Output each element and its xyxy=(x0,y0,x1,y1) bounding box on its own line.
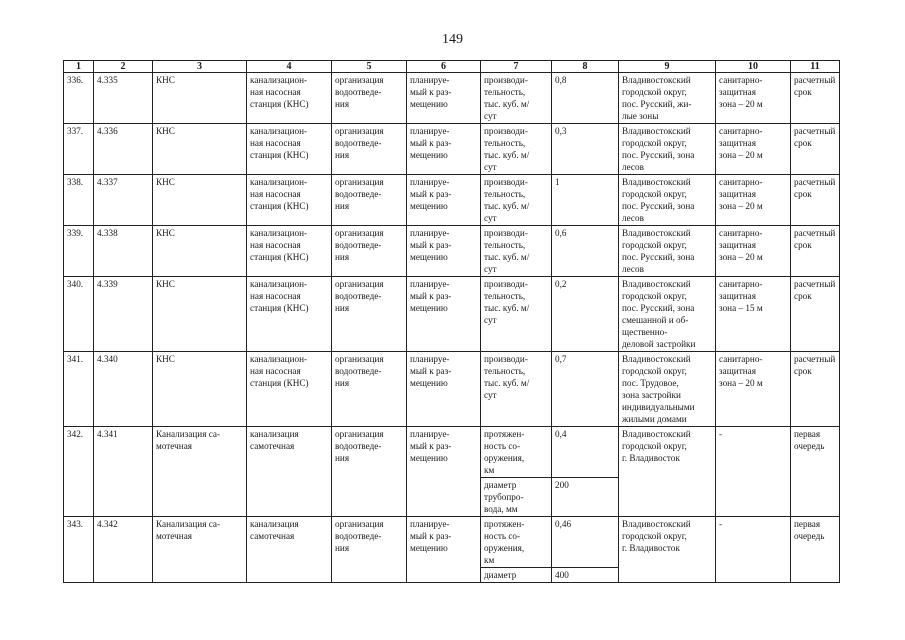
object-code: 4.340 xyxy=(94,352,153,427)
col-header: 8 xyxy=(552,61,619,73)
implementation-term: расчетный срок xyxy=(791,352,840,427)
object-parameter: производи- тельность, тыс. куб. м/ сут xyxy=(481,175,552,226)
col-header: 6 xyxy=(407,61,481,73)
object-parameter: производи- тельность, тыс. куб. м/ сут xyxy=(481,226,552,277)
table-row xyxy=(64,427,840,478)
col-header: 5 xyxy=(332,61,407,73)
object-code: 4.337 xyxy=(94,175,153,226)
object-status: планируе- мый к раз- мещению xyxy=(407,226,481,277)
object-name: Канализация са- мотечная xyxy=(153,517,247,583)
object-name: КНС xyxy=(153,124,247,175)
row-number: 343. xyxy=(64,517,94,583)
object-status: планируе- мый к раз- мещению xyxy=(407,73,481,124)
object-location: Владивостокский городской округ, г. Владивосток xyxy=(619,427,716,517)
object-code: 4.335 xyxy=(94,73,153,124)
object-location: Владивостокский городской округ, пос. Русский, зона лесов xyxy=(619,124,716,175)
row-number: 337. xyxy=(64,124,94,175)
object-type: канализацион- ная насосная станция (КНС) xyxy=(247,124,332,175)
object-status: планируе- мый к раз- мещению xyxy=(407,277,481,352)
table-row xyxy=(64,124,840,175)
object-purpose: организация водоотведе- ния xyxy=(332,226,407,277)
protection-zone: санитарно- защитная зона – 20 м xyxy=(716,175,791,226)
object-purpose: организация водоотведе- ния xyxy=(332,517,407,583)
object-name: КНС xyxy=(153,277,247,352)
object-name: Канализация са- мотечная xyxy=(153,427,247,517)
protection-zone: санитарно- защитная зона – 20 м xyxy=(716,352,791,427)
object-value-2: 200 xyxy=(552,478,619,517)
object-code: 4.341 xyxy=(94,427,153,517)
object-type: канализацион- ная насосная станция (КНС) xyxy=(247,226,332,277)
object-location: Владивостокский городской округ, пос. Русский, жи- лые зоны xyxy=(619,73,716,124)
object-value-2: 400 xyxy=(552,568,619,583)
object-parameter: протяжен- ность со- оружения, км xyxy=(481,427,552,478)
implementation-term: первая очередь xyxy=(791,427,840,517)
object-code: 4.342 xyxy=(94,517,153,583)
object-status: планируе- мый к раз- мещению xyxy=(407,124,481,175)
object-location: Владивостокский городской округ, пос. Русский, зона смешанной и об- щественно- деловой застройки xyxy=(619,277,716,352)
protection-zone: санитарно- защитная зона – 15 м xyxy=(716,277,791,352)
protection-zone: санитарно- защитная зона – 20 м xyxy=(716,226,791,277)
object-value: 0,8 xyxy=(552,73,619,124)
object-purpose: организация водоотведе- ния xyxy=(332,352,407,427)
object-location: Владивостокский городской округ, г. Владивосток xyxy=(619,517,716,583)
col-header: 10 xyxy=(716,61,791,73)
table-row xyxy=(64,277,840,352)
object-parameter: производи- тельность, тыс. куб. м/ сут xyxy=(481,124,552,175)
object-status: планируе- мый к раз- мещению xyxy=(407,427,481,517)
object-type: канализацион- ная насосная станция (КНС) xyxy=(247,352,332,427)
object-code: 4.338 xyxy=(94,226,153,277)
object-parameter: производи- тельность, тыс. куб. м/ сут xyxy=(481,352,552,427)
implementation-term: расчетный срок xyxy=(791,175,840,226)
object-value: 0,4 xyxy=(552,427,619,478)
object-code: 4.339 xyxy=(94,277,153,352)
object-type: канализацион- ная насосная станция (КНС) xyxy=(247,277,332,352)
row-number: 341. xyxy=(64,352,94,427)
table-row xyxy=(64,517,840,568)
col-header: 7 xyxy=(481,61,552,73)
col-header: 1 xyxy=(64,61,94,73)
table-row xyxy=(64,352,840,427)
implementation-term: расчетный срок xyxy=(791,226,840,277)
implementation-term: расчетный срок xyxy=(791,73,840,124)
object-location: Владивостокский городской округ, пос. Русский, зона лесов xyxy=(619,226,716,277)
object-location: Владивостокский городской округ, пос. Русский, зона лесов xyxy=(619,175,716,226)
implementation-term: расчетный срок xyxy=(791,277,840,352)
object-type: канализация самотечная xyxy=(247,517,332,583)
col-header: 3 xyxy=(153,61,247,73)
object-parameter: протяжен- ность со- оружения, км xyxy=(481,517,552,568)
header-row xyxy=(64,61,840,73)
register-table xyxy=(63,60,840,583)
object-value: 0,46 xyxy=(552,517,619,568)
implementation-term: расчетный срок xyxy=(791,124,840,175)
object-type: канализация самотечная xyxy=(247,427,332,517)
object-parameter: производи- тельность, тыс. куб. м/ сут xyxy=(481,277,552,352)
object-code: 4.336 xyxy=(94,124,153,175)
object-value: 1 xyxy=(552,175,619,226)
row-number: 336. xyxy=(64,73,94,124)
protection-zone: - xyxy=(716,427,791,517)
protection-zone: - xyxy=(716,517,791,583)
col-header: 4 xyxy=(247,61,332,73)
row-number: 338. xyxy=(64,175,94,226)
table-row xyxy=(64,175,840,226)
object-parameter: производи- тельность, тыс. куб. м/ сут xyxy=(481,73,552,124)
page-number: 149 xyxy=(442,32,463,47)
object-location: Владивостокский городской округ, пос. Трудовое, зона застройки индивидуальными жилыми домами xyxy=(619,352,716,427)
object-value: 0,7 xyxy=(552,352,619,427)
col-header: 9 xyxy=(619,61,716,73)
object-purpose: организация водоотведе- ния xyxy=(332,277,407,352)
row-number: 340. xyxy=(64,277,94,352)
table-row xyxy=(64,73,840,124)
object-type: канализацион- ная насосная станция (КНС) xyxy=(247,73,332,124)
object-name: КНС xyxy=(153,226,247,277)
col-header: 2 xyxy=(94,61,153,73)
object-status: планируе- мый к раз- мещению xyxy=(407,175,481,226)
object-purpose: организация водоотведе- ния xyxy=(332,73,407,124)
object-parameter-2: диаметр xyxy=(481,568,552,583)
protection-zone: санитарно- защитная зона – 20 м xyxy=(716,73,791,124)
row-number: 342. xyxy=(64,427,94,517)
table-row xyxy=(64,226,840,277)
object-purpose: организация водоотведе- ния xyxy=(332,175,407,226)
protection-zone: санитарно- защитная зона – 20 м xyxy=(716,124,791,175)
row-number: 339. xyxy=(64,226,94,277)
implementation-term: первая очередь xyxy=(791,517,840,583)
object-purpose: организация водоотведе- ния xyxy=(332,427,407,517)
object-name: КНС xyxy=(153,352,247,427)
object-parameter-2: диаметр трубопро- вода, мм xyxy=(481,478,552,517)
object-name: КНС xyxy=(153,175,247,226)
object-value: 0,6 xyxy=(552,226,619,277)
object-status: планируе- мый к раз- мещению xyxy=(407,352,481,427)
col-header: 11 xyxy=(791,61,840,73)
object-status: планируе- мый к раз- мещению xyxy=(407,517,481,583)
object-value: 0,2 xyxy=(552,277,619,352)
object-purpose: организация водоотведе- ния xyxy=(332,124,407,175)
object-name: КНС xyxy=(153,73,247,124)
object-type: канализацион- ная насосная станция (КНС) xyxy=(247,175,332,226)
object-value: 0,3 xyxy=(552,124,619,175)
